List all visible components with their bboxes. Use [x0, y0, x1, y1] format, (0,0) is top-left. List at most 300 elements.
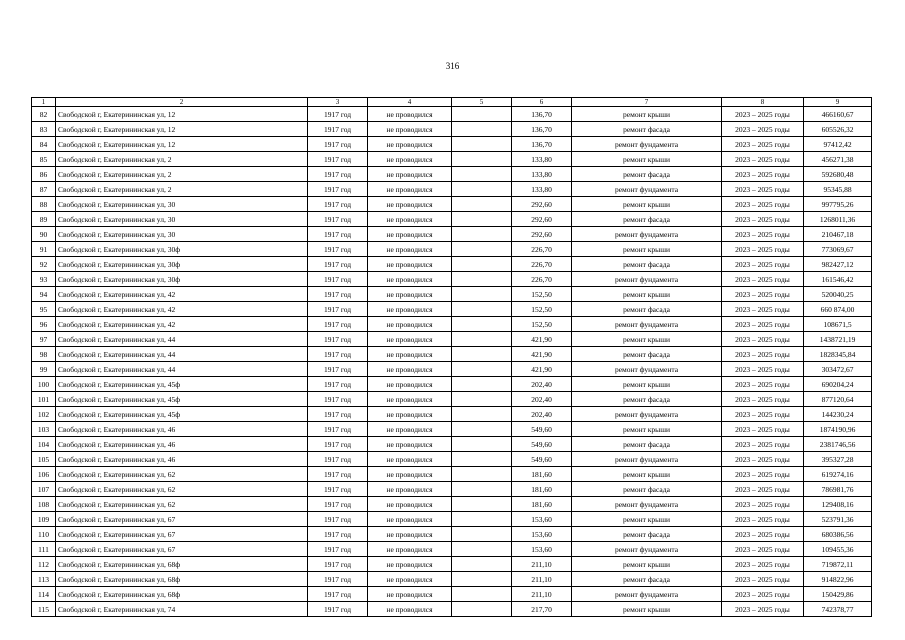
area-cell: 133,80 — [512, 152, 572, 167]
year-cell: 1917 год — [308, 557, 368, 572]
period-cell: 2023 – 2025 годы — [722, 212, 804, 227]
year-cell: 1917 год — [308, 587, 368, 602]
column-header-5: 5 — [452, 98, 512, 107]
period-cell: 2023 – 2025 годы — [722, 377, 804, 392]
table-row — [32, 452, 872, 467]
year-cell: 1917 год — [308, 167, 368, 182]
period-cell: 2023 – 2025 годы — [722, 392, 804, 407]
period-cell: 2023 – 2025 годы — [722, 332, 804, 347]
row-number: 96 — [32, 317, 56, 332]
last-repair-cell: не проводился — [368, 422, 452, 437]
last-repair-cell: не проводился — [368, 572, 452, 587]
period-cell: 2023 – 2025 годы — [722, 107, 804, 122]
period-cell: 2023 – 2025 годы — [722, 602, 804, 617]
table-row — [32, 467, 872, 482]
cost-cell: 129408,16 — [804, 497, 872, 512]
last-repair-cell: не проводился — [368, 332, 452, 347]
row-number: 108 — [32, 497, 56, 512]
year-cell: 1917 год — [308, 347, 368, 362]
area-cell: 421,90 — [512, 362, 572, 377]
period-cell: 2023 – 2025 годы — [722, 287, 804, 302]
empty-cell — [452, 422, 512, 437]
address-cell: Свободской г, Екатерининская ул, 46 — [56, 452, 308, 467]
cost-cell: 150429,86 — [804, 587, 872, 602]
work-type-cell: ремонт фундамента — [572, 182, 722, 197]
area-cell: 226,70 — [512, 272, 572, 287]
address-cell: Свободской г, Екатерининская ул, 12 — [56, 137, 308, 152]
area-cell: 292,60 — [512, 227, 572, 242]
table-row — [32, 347, 872, 362]
table-row — [32, 557, 872, 572]
cost-cell: 95345,88 — [804, 182, 872, 197]
work-type-cell: ремонт фасада — [572, 437, 722, 452]
last-repair-cell: не проводился — [368, 317, 452, 332]
work-type-cell: ремонт фасада — [572, 122, 722, 137]
empty-cell — [452, 332, 512, 347]
address-cell: Свободской г, Екатерининская ул, 12 — [56, 122, 308, 137]
cost-cell: 605526,32 — [804, 122, 872, 137]
area-cell: 181,60 — [512, 467, 572, 482]
year-cell: 1917 год — [308, 407, 368, 422]
row-number: 101 — [32, 392, 56, 407]
last-repair-cell: не проводился — [368, 152, 452, 167]
year-cell: 1917 год — [308, 242, 368, 257]
row-number: 83 — [32, 122, 56, 137]
address-cell: Свободской г, Екатерининская ул, 30 — [56, 197, 308, 212]
table-row — [32, 377, 872, 392]
row-number: 84 — [32, 137, 56, 152]
cost-cell: 395327,28 — [804, 452, 872, 467]
empty-cell — [452, 497, 512, 512]
period-cell: 2023 – 2025 годы — [722, 587, 804, 602]
address-cell: Свободской г, Екатерининская ул, 2 — [56, 167, 308, 182]
address-cell: Свободской г, Екатерининская ул, 67 — [56, 512, 308, 527]
cost-cell: 144230,24 — [804, 407, 872, 422]
cost-cell: 109455,36 — [804, 542, 872, 557]
area-cell: 549,60 — [512, 437, 572, 452]
row-number: 86 — [32, 167, 56, 182]
last-repair-cell: не проводился — [368, 512, 452, 527]
address-cell: Свободской г, Екатерининская ул, 44 — [56, 347, 308, 362]
empty-cell — [452, 407, 512, 422]
period-cell: 2023 – 2025 годы — [722, 257, 804, 272]
row-number: 91 — [32, 242, 56, 257]
year-cell: 1917 год — [308, 572, 368, 587]
area-cell: 421,90 — [512, 332, 572, 347]
address-cell: Свободской г, Екатерининская ул, 30 — [56, 212, 308, 227]
row-number: 92 — [32, 257, 56, 272]
last-repair-cell: не проводился — [368, 362, 452, 377]
table-row — [32, 197, 872, 212]
table-row — [32, 137, 872, 152]
table-row — [32, 497, 872, 512]
empty-cell — [452, 167, 512, 182]
work-type-cell: ремонт крыши — [572, 377, 722, 392]
last-repair-cell: не проводился — [368, 242, 452, 257]
cost-cell: 210467,18 — [804, 227, 872, 242]
year-cell: 1917 год — [308, 452, 368, 467]
area-cell: 153,60 — [512, 527, 572, 542]
work-type-cell: ремонт фундамента — [572, 137, 722, 152]
empty-cell — [452, 587, 512, 602]
cost-cell: 690204,24 — [804, 377, 872, 392]
work-type-cell: ремонт крыши — [572, 422, 722, 437]
row-number: 85 — [32, 152, 56, 167]
cost-cell: 619274,16 — [804, 467, 872, 482]
work-type-cell: ремонт фундамента — [572, 227, 722, 242]
row-number: 109 — [32, 512, 56, 527]
row-number: 93 — [32, 272, 56, 287]
area-cell: 217,70 — [512, 602, 572, 617]
row-number: 88 — [32, 197, 56, 212]
row-number: 113 — [32, 572, 56, 587]
year-cell: 1917 год — [308, 107, 368, 122]
empty-cell — [452, 287, 512, 302]
last-repair-cell: не проводился — [368, 392, 452, 407]
table-row — [32, 362, 872, 377]
work-type-cell: ремонт фундамента — [572, 587, 722, 602]
row-number: 110 — [32, 527, 56, 542]
row-number: 89 — [32, 212, 56, 227]
empty-cell — [452, 137, 512, 152]
row-number: 103 — [32, 422, 56, 437]
empty-cell — [452, 272, 512, 287]
last-repair-cell: не проводился — [368, 182, 452, 197]
table-header-row — [32, 98, 872, 107]
empty-cell — [452, 152, 512, 167]
work-type-cell: ремонт крыши — [572, 287, 722, 302]
row-number: 98 — [32, 347, 56, 362]
year-cell: 1917 год — [308, 197, 368, 212]
table-row — [32, 182, 872, 197]
area-cell: 549,60 — [512, 452, 572, 467]
period-cell: 2023 – 2025 годы — [722, 122, 804, 137]
work-type-cell: ремонт фасада — [572, 347, 722, 362]
address-cell: Свободской г, Екатерининская ул, 74 — [56, 602, 308, 617]
period-cell: 2023 – 2025 годы — [722, 482, 804, 497]
year-cell: 1917 год — [308, 137, 368, 152]
table-row — [32, 602, 872, 617]
area-cell: 202,40 — [512, 377, 572, 392]
empty-cell — [452, 392, 512, 407]
empty-cell — [452, 512, 512, 527]
row-number: 82 — [32, 107, 56, 122]
period-cell: 2023 – 2025 годы — [722, 137, 804, 152]
empty-cell — [452, 347, 512, 362]
row-number: 90 — [32, 227, 56, 242]
work-type-cell: ремонт фундамента — [572, 542, 722, 557]
empty-cell — [452, 227, 512, 242]
empty-cell — [452, 362, 512, 377]
table-row — [32, 407, 872, 422]
year-cell: 1917 год — [308, 152, 368, 167]
year-cell: 1917 год — [308, 332, 368, 347]
row-number: 94 — [32, 287, 56, 302]
table-row — [32, 422, 872, 437]
area-cell: 292,60 — [512, 197, 572, 212]
row-number: 106 — [32, 467, 56, 482]
column-header-address: 2 — [56, 98, 308, 107]
address-cell: Свободской г, Екатерининская ул, 30ф — [56, 272, 308, 287]
period-cell: 2023 – 2025 годы — [722, 347, 804, 362]
empty-cell — [452, 107, 512, 122]
work-type-cell: ремонт крыши — [572, 512, 722, 527]
last-repair-cell: не проводился — [368, 467, 452, 482]
row-number: 97 — [32, 332, 56, 347]
work-type-cell: ремонт крыши — [572, 602, 722, 617]
year-cell: 1917 год — [308, 182, 368, 197]
work-type-cell: ремонт фундамента — [572, 407, 722, 422]
year-cell: 1917 год — [308, 257, 368, 272]
area-cell: 226,70 — [512, 257, 572, 272]
table-row — [32, 542, 872, 557]
last-repair-cell: не проводился — [368, 452, 452, 467]
row-number: 95 — [32, 302, 56, 317]
last-repair-cell: не проводился — [368, 527, 452, 542]
period-cell: 2023 – 2025 годы — [722, 152, 804, 167]
cost-cell: 456271,38 — [804, 152, 872, 167]
empty-cell — [452, 467, 512, 482]
period-cell: 2023 – 2025 годы — [722, 362, 804, 377]
work-type-cell: ремонт фасада — [572, 212, 722, 227]
period-cell: 2023 – 2025 годы — [722, 557, 804, 572]
empty-cell — [452, 572, 512, 587]
cost-cell: 520040,25 — [804, 287, 872, 302]
table-row — [32, 302, 872, 317]
area-cell: 181,60 — [512, 482, 572, 497]
column-header-last-repair: 4 — [368, 98, 452, 107]
period-cell: 2023 – 2025 годы — [722, 317, 804, 332]
address-cell: Свободской г, Екатерининская ул, 44 — [56, 362, 308, 377]
cost-cell: 2381746,56 — [804, 437, 872, 452]
address-cell: Свободской г, Екатерининская ул, 46 — [56, 437, 308, 452]
last-repair-cell: не проводился — [368, 587, 452, 602]
cost-cell: 523791,36 — [804, 512, 872, 527]
period-cell: 2023 – 2025 годы — [722, 512, 804, 527]
period-cell: 2023 – 2025 годы — [722, 182, 804, 197]
address-cell: Свободской г, Екатерининская ул, 67 — [56, 527, 308, 542]
address-cell: Свободской г, Екатерининская ул, 67 — [56, 542, 308, 557]
empty-cell — [452, 197, 512, 212]
cost-cell: 1268011,36 — [804, 212, 872, 227]
work-type-cell: ремонт фасада — [572, 167, 722, 182]
period-cell: 2023 – 2025 годы — [722, 452, 804, 467]
address-cell: Свободской г, Екатерининская ул, 30ф — [56, 257, 308, 272]
work-type-cell: ремонт крыши — [572, 107, 722, 122]
table-row — [32, 167, 872, 182]
period-cell: 2023 – 2025 годы — [722, 407, 804, 422]
address-cell: Свободской г, Екатерининская ул, 30 — [56, 227, 308, 242]
address-cell: Свободской г, Екатерининская ул, 62 — [56, 467, 308, 482]
address-cell: Свободской г, Екатерининская ул, 68ф — [56, 587, 308, 602]
row-number: 99 — [32, 362, 56, 377]
period-cell: 2023 – 2025 годы — [722, 227, 804, 242]
empty-cell — [452, 242, 512, 257]
last-repair-cell: не проводился — [368, 272, 452, 287]
column-header-year: 3 — [308, 98, 368, 107]
empty-cell — [452, 122, 512, 137]
cost-cell: 1828345,84 — [804, 347, 872, 362]
table-row — [32, 572, 872, 587]
work-type-cell: ремонт крыши — [572, 197, 722, 212]
year-cell: 1917 год — [308, 467, 368, 482]
period-cell: 2023 – 2025 годы — [722, 197, 804, 212]
last-repair-cell: не проводился — [368, 347, 452, 362]
year-cell: 1917 год — [308, 272, 368, 287]
repair-program-table — [31, 97, 872, 617]
row-number: 111 — [32, 542, 56, 557]
address-cell: Свободской г, Екатерининская ул, 68ф — [56, 557, 308, 572]
work-type-cell: ремонт фасада — [572, 572, 722, 587]
year-cell: 1917 год — [308, 212, 368, 227]
cost-cell: 592680,48 — [804, 167, 872, 182]
last-repair-cell: не проводился — [368, 377, 452, 392]
area-cell: 152,50 — [512, 302, 572, 317]
cost-cell: 719872,11 — [804, 557, 872, 572]
cost-cell: 161546,42 — [804, 272, 872, 287]
area-cell: 211,10 — [512, 572, 572, 587]
address-cell: Свободской г, Екатерининская ул, 45ф — [56, 407, 308, 422]
work-type-cell: ремонт фундамента — [572, 272, 722, 287]
period-cell: 2023 – 2025 годы — [722, 302, 804, 317]
year-cell: 1917 год — [308, 527, 368, 542]
table-row — [32, 107, 872, 122]
work-type-cell: ремонт фундамента — [572, 452, 722, 467]
column-header-work-type: 7 — [572, 98, 722, 107]
last-repair-cell: не проводился — [368, 212, 452, 227]
area-cell: 136,70 — [512, 137, 572, 152]
year-cell: 1917 год — [308, 227, 368, 242]
area-cell: 549,60 — [512, 422, 572, 437]
page-number: 316 — [445, 61, 460, 71]
area-cell: 152,50 — [512, 287, 572, 302]
year-cell: 1917 год — [308, 422, 368, 437]
address-cell: Свободской г, Екатерининская ул, 2 — [56, 152, 308, 167]
year-cell: 1917 год — [308, 362, 368, 377]
last-repair-cell: не проводился — [368, 302, 452, 317]
cost-cell: 1438721,19 — [804, 332, 872, 347]
area-cell: 181,60 — [512, 497, 572, 512]
last-repair-cell: не проводился — [368, 167, 452, 182]
empty-cell — [452, 542, 512, 557]
period-cell: 2023 – 2025 годы — [722, 272, 804, 287]
row-number: 107 — [32, 482, 56, 497]
area-cell: 211,10 — [512, 587, 572, 602]
period-cell: 2023 – 2025 годы — [722, 497, 804, 512]
column-header-period: 8 — [722, 98, 804, 107]
address-cell: Свободской г, Екатерининская ул, 30ф — [56, 242, 308, 257]
period-cell: 2023 – 2025 годы — [722, 242, 804, 257]
work-type-cell: ремонт крыши — [572, 557, 722, 572]
cost-cell: 997795,26 — [804, 197, 872, 212]
last-repair-cell: не проводился — [368, 482, 452, 497]
last-repair-cell: не проводился — [368, 542, 452, 557]
row-number: 102 — [32, 407, 56, 422]
last-repair-cell: не проводился — [368, 137, 452, 152]
table-row — [32, 527, 872, 542]
year-cell: 1917 год — [308, 317, 368, 332]
address-cell: Свободской г, Екатерининская ул, 44 — [56, 332, 308, 347]
address-cell: Свободской г, Екатерининская ул, 46 — [56, 422, 308, 437]
cost-cell: 914822,96 — [804, 572, 872, 587]
area-cell: 211,10 — [512, 557, 572, 572]
area-cell: 136,70 — [512, 122, 572, 137]
empty-cell — [452, 257, 512, 272]
cost-cell: 303472,67 — [804, 362, 872, 377]
work-type-cell: ремонт крыши — [572, 467, 722, 482]
year-cell: 1917 год — [308, 497, 368, 512]
area-cell: 152,50 — [512, 317, 572, 332]
cost-cell: 786981,76 — [804, 482, 872, 497]
last-repair-cell: не проводился — [368, 227, 452, 242]
last-repair-cell: не проводился — [368, 197, 452, 212]
work-type-cell: ремонт фундамента — [572, 362, 722, 377]
empty-cell — [452, 182, 512, 197]
column-header-number: 1 — [32, 98, 56, 107]
last-repair-cell: не проводился — [368, 107, 452, 122]
cost-cell: 742378,77 — [804, 602, 872, 617]
cost-cell: 773069,67 — [804, 242, 872, 257]
table-row — [32, 392, 872, 407]
cost-cell: 680386,56 — [804, 527, 872, 542]
table-row — [32, 287, 872, 302]
area-cell: 153,60 — [512, 542, 572, 557]
year-cell: 1917 год — [308, 122, 368, 137]
last-repair-cell: не проводился — [368, 437, 452, 452]
work-type-cell: ремонт крыши — [572, 332, 722, 347]
last-repair-cell: не проводился — [368, 602, 452, 617]
last-repair-cell: не проводился — [368, 287, 452, 302]
area-cell: 133,80 — [512, 167, 572, 182]
work-type-cell: ремонт фундамента — [572, 317, 722, 332]
area-cell: 226,70 — [512, 242, 572, 257]
work-type-cell: ремонт фасада — [572, 482, 722, 497]
row-number: 112 — [32, 557, 56, 572]
period-cell: 2023 – 2025 годы — [722, 167, 804, 182]
year-cell: 1917 год — [308, 542, 368, 557]
area-cell: 421,90 — [512, 347, 572, 362]
table-row — [32, 482, 872, 497]
cost-cell: 877120,64 — [804, 392, 872, 407]
row-number: 105 — [32, 452, 56, 467]
address-cell: Свободской г, Екатерининская ул, 45ф — [56, 392, 308, 407]
work-type-cell: ремонт фасада — [572, 257, 722, 272]
last-repair-cell: не проводился — [368, 257, 452, 272]
empty-cell — [452, 212, 512, 227]
table-row — [32, 272, 872, 287]
area-cell: 292,60 — [512, 212, 572, 227]
year-cell: 1917 год — [308, 392, 368, 407]
year-cell: 1917 год — [308, 437, 368, 452]
last-repair-cell: не проводился — [368, 557, 452, 572]
empty-cell — [452, 452, 512, 467]
period-cell: 2023 – 2025 годы — [722, 542, 804, 557]
empty-cell — [452, 317, 512, 332]
row-number: 100 — [32, 377, 56, 392]
year-cell: 1917 год — [308, 512, 368, 527]
table-row — [32, 587, 872, 602]
cost-cell: 97412,42 — [804, 137, 872, 152]
area-cell: 133,80 — [512, 182, 572, 197]
empty-cell — [452, 602, 512, 617]
area-cell: 202,40 — [512, 392, 572, 407]
year-cell: 1917 год — [308, 482, 368, 497]
table-row — [32, 122, 872, 137]
year-cell: 1917 год — [308, 377, 368, 392]
table-row — [32, 242, 872, 257]
address-cell: Свободской г, Екатерининская ул, 2 — [56, 182, 308, 197]
address-cell: Свободской г, Екатерининская ул, 12 — [56, 107, 308, 122]
